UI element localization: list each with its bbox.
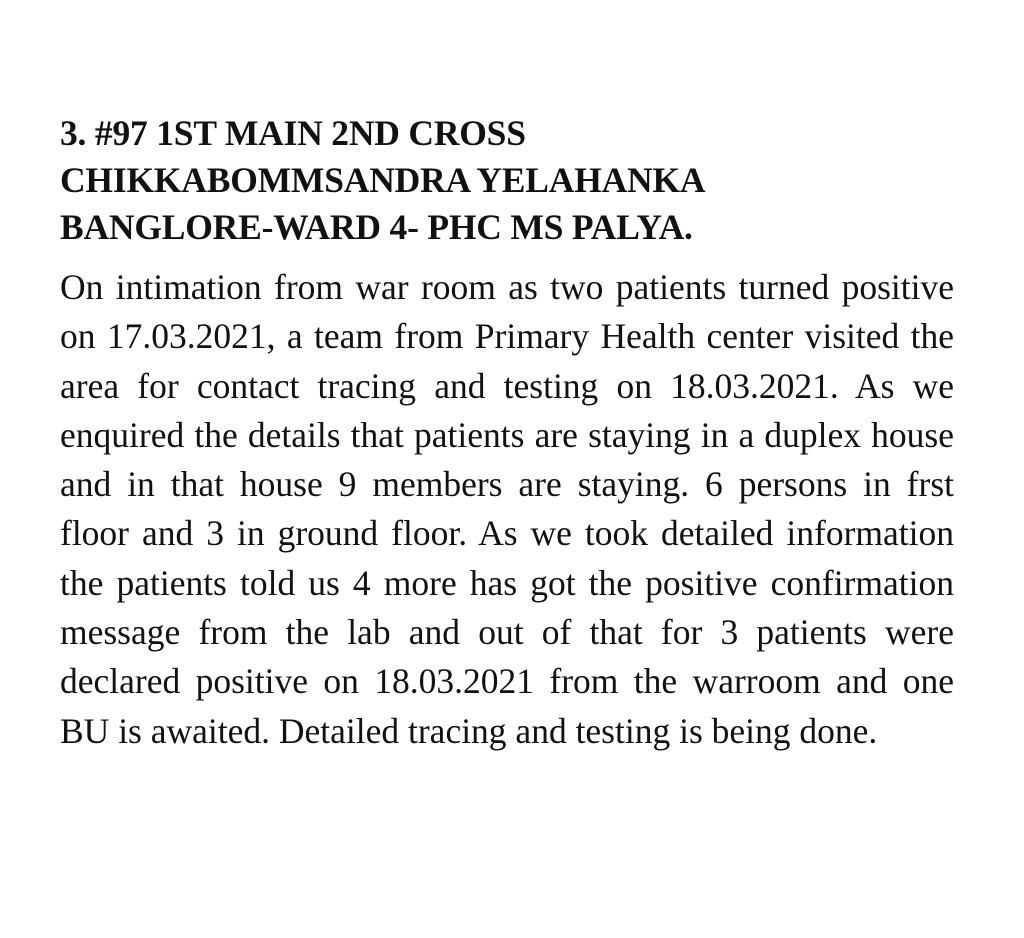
heading-line-3: BANGLORE-WARD 4- PHC MS PALYA. xyxy=(60,207,693,247)
report-paragraph: On intimation from war room as two patients turned positive on 17.03.2021, a team from Primary Health center visited the area for contact tracing and testing on 18.03.2021. As we enquired the details that patients are staying in a duplex house and in that house 9 members are staying. 6 persons in frst floor and 3 in ground floor. As we took detailed information the patients told us 4 more has got the positive confirmation message from the lab and out of that for 3 patients were declared positive on 18.03.2021 from the warroom and one BU is awaited. Detailed tracing and testing is being done. xyxy=(60,267,954,751)
document xyxy=(60,110,954,756)
address-heading xyxy=(60,110,954,251)
heading-line-2: CHIKKABOMMSANDRA YELAHANKA xyxy=(60,160,706,200)
heading-line-1: 3. #97 1ST MAIN 2ND CROSS xyxy=(60,113,526,153)
